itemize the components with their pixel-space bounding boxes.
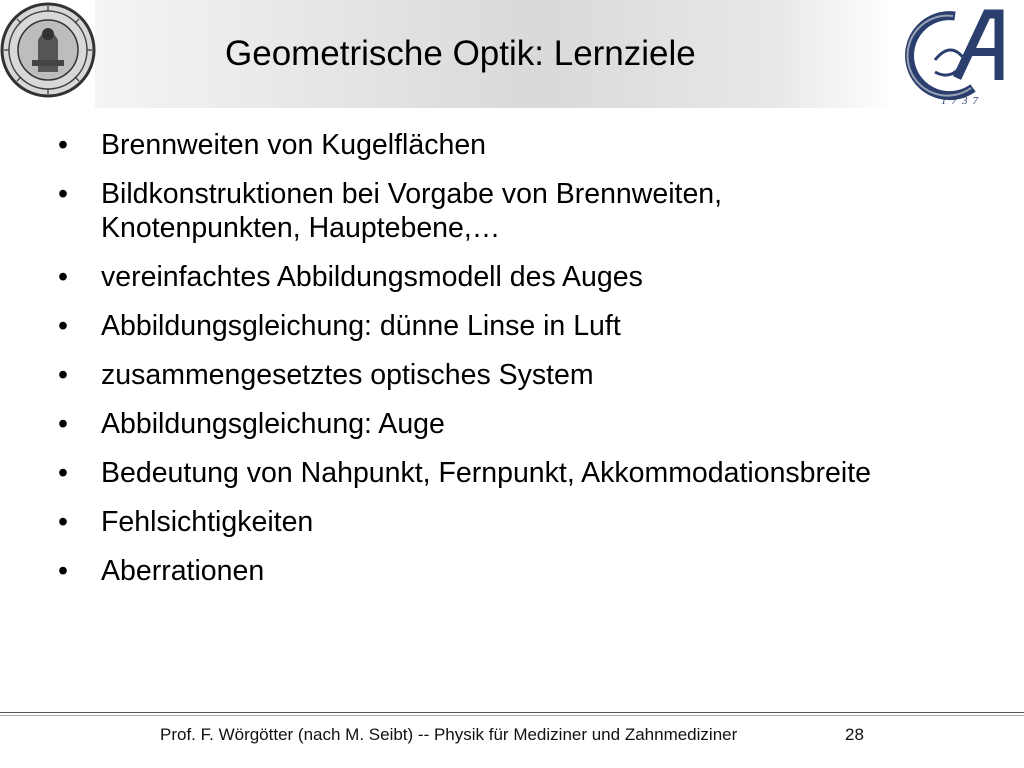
- bullet-dot: •: [58, 457, 68, 489]
- bullet-dot: •: [58, 178, 68, 210]
- list-item: [58, 554, 898, 588]
- bullet-text: Abbildungsgleichung: Auge: [101, 408, 445, 440]
- bullet-dot: •: [58, 359, 68, 391]
- footer-divider: [0, 712, 1024, 713]
- monogram-year: 1737: [941, 95, 983, 107]
- bullet-dot: •: [58, 506, 68, 538]
- list-item: [58, 456, 898, 490]
- bullet-dot: •: [58, 261, 68, 293]
- bullet-list: [58, 128, 898, 603]
- list-item: [58, 358, 898, 392]
- list-item: [58, 407, 898, 441]
- bullet-text: vereinfachtes Abbildungsmodell des Auges: [101, 261, 643, 293]
- bullet-text: zusammengesetztes optisches System: [101, 359, 594, 391]
- bullet-text: Bedeutung von Nahpunkt, Fernpunkt, Akkommodationsbreite: [101, 457, 871, 489]
- bullet-text: Brennweiten von Kugelflächen: [101, 129, 487, 161]
- bullet-text: Aberrationen: [101, 555, 265, 587]
- list-item: [58, 260, 898, 294]
- page-number: 28: [845, 725, 864, 744]
- footer-divider-secondary: [0, 715, 1024, 716]
- bullet-dot: •: [58, 310, 68, 342]
- slide-title: Geometrische Optik: Lernziele: [225, 34, 696, 73]
- list-item: [58, 128, 898, 162]
- list-item: [58, 309, 898, 343]
- bullet-dot: •: [58, 129, 68, 161]
- list-item: [58, 505, 898, 539]
- bullet-dot: •: [58, 408, 68, 440]
- list-item: [58, 177, 898, 245]
- ga-monogram-icon: [895, 0, 1024, 108]
- bullet-text: Fehlsichtigkeiten: [101, 506, 314, 538]
- bullet-text: Bildkonstruktionen bei Vorgabe von Brennweiten, Knotenpunkten, Hauptebene,…: [101, 178, 723, 244]
- university-seal-icon: [0, 0, 100, 100]
- bullet-dot: •: [58, 555, 68, 587]
- bullet-text: Abbildungsgleichung: dünne Linse in Luft: [101, 310, 621, 342]
- footer-text: Prof. F. Wörgötter (nach M. Seibt) -- Physik für Mediziner und Zahnmediziner: [160, 725, 738, 744]
